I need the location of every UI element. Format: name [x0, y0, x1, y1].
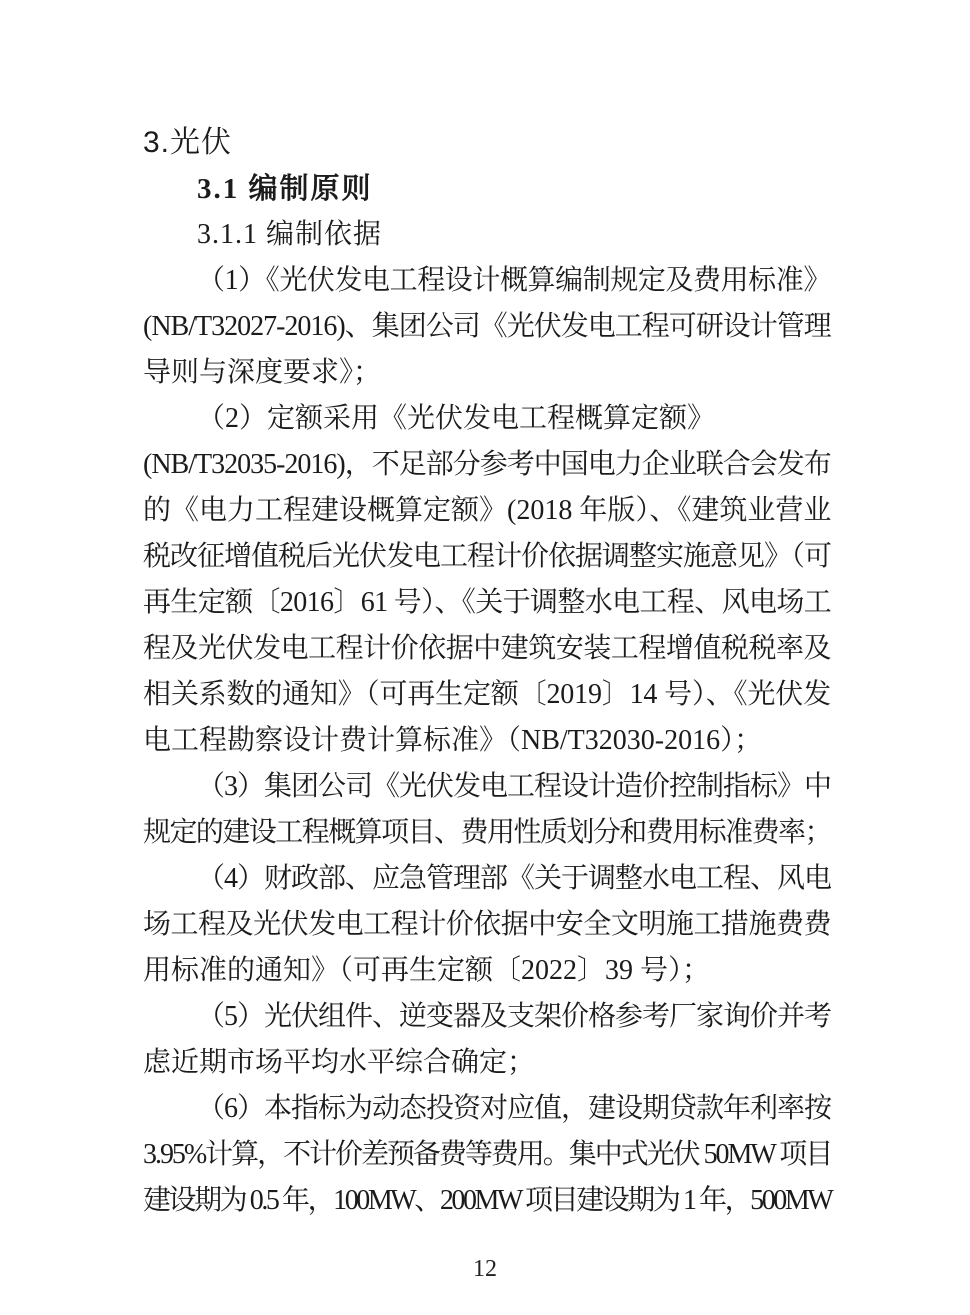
section-heading: 3.1 编制原则: [197, 173, 373, 205]
paragraph-line: 相关系数的通知》（可再生定额〔2019〕14 号）、《光伏发: [143, 679, 831, 710]
paragraph-line: 建设期为 0.5 年，100MW、200MW 项目建设期为 1 年，500MW: [143, 1185, 832, 1216]
paragraph-line: 电工程勘察设计费计算标准》（NB/T32030-2016）；: [143, 725, 763, 756]
chapter-heading: 3.光伏: [143, 126, 233, 159]
paragraph-line: （1）《光伏发电工程设计概算编制规定及费用标准》: [197, 265, 831, 296]
paragraph-line: （4）财政部、应急管理部《关于调整水电工程、风电: [197, 863, 832, 894]
paragraph-line: (NB/T32027-2016)、集团公司《光伏发电工程可研设计管理: [143, 311, 831, 342]
page-content: [143, 120, 831, 1224]
paragraph-line: 场工程及光伏发电工程计价依据中安全文明施工措施费费: [143, 909, 832, 940]
paragraph-line: （5）光伏组件、逆变器及支架价格参考厂家询价并考: [197, 1001, 832, 1032]
paragraph-line: （2）定额采用《光伏发电工程概算定额》: [197, 403, 716, 434]
page-number: 12: [473, 1256, 497, 1282]
paragraph-line: 程及光伏发电工程计价依据中建筑安装工程增值税税率及: [143, 633, 832, 664]
paragraph-line: 规定的建设工程概算项目、费用性质划分和费用标准费率；: [143, 817, 831, 848]
paragraph-line: 导则与深度要求》；: [143, 357, 382, 388]
paragraph-line: （3）集团公司《光伏发电工程设计造价控制指标》中: [197, 771, 832, 802]
paragraph-line: (NB/T32035-2016)，不足部分参考中国电力企业联合会发布: [143, 449, 831, 480]
body-paragraphs: [143, 258, 831, 1224]
paragraph-line: 的《电力工程建设概算定额》(2018 年版）、《建筑业营业: [143, 495, 832, 526]
paragraph-line: 再生定额〔2016〕61 号）、《关于调整水电工程、风电场工: [143, 587, 832, 618]
paragraph-line: 用标准的通知》（可再生定额〔2022〕39 号）；: [143, 955, 711, 986]
paragraph-line: 3.95%计算，不计价差预备费等费用。集中式光伏 50MW 项目: [143, 1139, 832, 1170]
paragraph-line: 虑近期市场平均水平综合确定；: [143, 1047, 536, 1078]
paragraph-line: 税改征增值税后光伏发电工程计价依据调整实施意见》（可: [143, 541, 832, 572]
subsection-heading: 3.1.1 编制依据: [197, 219, 383, 250]
paragraph-line: （6）本指标为动态投资对应值，建设期贷款年利率按: [197, 1093, 832, 1124]
